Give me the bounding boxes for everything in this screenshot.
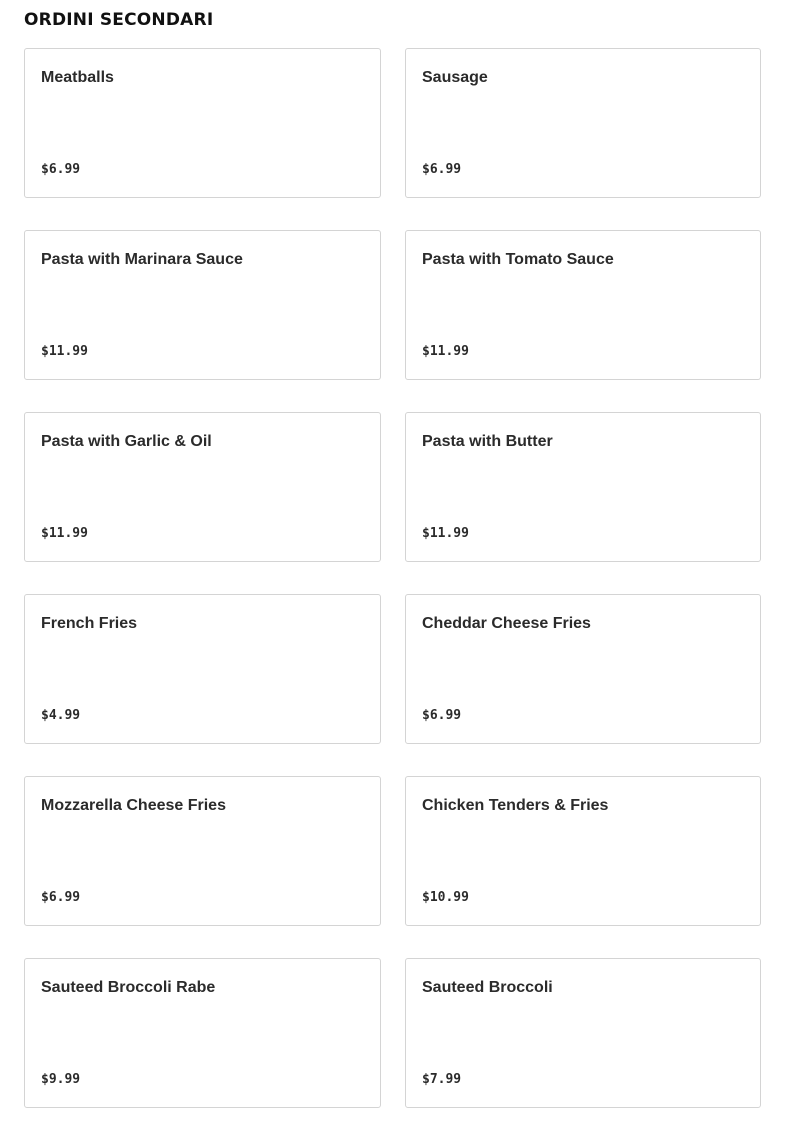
menu-item-card[interactable]: [24, 48, 381, 198]
menu-item-price: $6.99: [422, 162, 462, 177]
menu-item-price: $11.99: [422, 526, 469, 541]
menu-item-card[interactable]: [405, 48, 761, 198]
menu-item-price: $11.99: [422, 344, 469, 359]
menu-item-card[interactable]: [24, 776, 381, 926]
menu-item-card[interactable]: [24, 230, 381, 380]
menu-item-name: Mozzarella Cheese Fries: [41, 797, 226, 814]
menu-item-grid: [24, 48, 761, 1108]
menu-item-name: Pasta with Marinara Sauce: [41, 251, 243, 268]
menu-item-price: $6.99: [41, 162, 81, 177]
menu-item-name: Sauteed Broccoli: [422, 979, 553, 996]
menu-item-name: Pasta with Butter: [422, 433, 553, 450]
menu-item-name: Sausage: [422, 69, 488, 86]
menu-item-card[interactable]: [24, 958, 381, 1108]
menu-item-name: Cheddar Cheese Fries: [422, 615, 591, 632]
menu-item-price: $4.99: [41, 708, 81, 723]
menu-item-card[interactable]: [24, 412, 381, 562]
menu-item-name: Pasta with Tomato Sauce: [422, 251, 614, 268]
menu-item-price: $7.99: [422, 1072, 462, 1087]
menu-item-card[interactable]: [405, 412, 761, 562]
menu-item-name: Chicken Tenders & Fries: [422, 797, 609, 814]
menu-item-price: $11.99: [41, 526, 88, 541]
menu-item-name: Meatballs: [41, 69, 114, 86]
menu-item-card[interactable]: [24, 594, 381, 744]
menu-item-price: $6.99: [41, 890, 81, 905]
menu-item-card[interactable]: [405, 594, 761, 744]
menu-item-card[interactable]: [405, 230, 761, 380]
menu-item-name: Pasta with Garlic & Oil: [41, 433, 212, 450]
menu-item-price: $11.99: [41, 344, 88, 359]
menu-item-name: French Fries: [41, 615, 138, 632]
section-title: ORDINI SECONDARI: [24, 10, 214, 30]
menu-item-price: $10.99: [422, 890, 469, 905]
menu-item-name: Sauteed Broccoli Rabe: [41, 979, 216, 996]
menu-item-price: $6.99: [422, 708, 462, 723]
menu-item-card[interactable]: [405, 776, 761, 926]
menu-item-card[interactable]: [405, 958, 761, 1108]
menu-item-price: $9.99: [41, 1072, 81, 1087]
